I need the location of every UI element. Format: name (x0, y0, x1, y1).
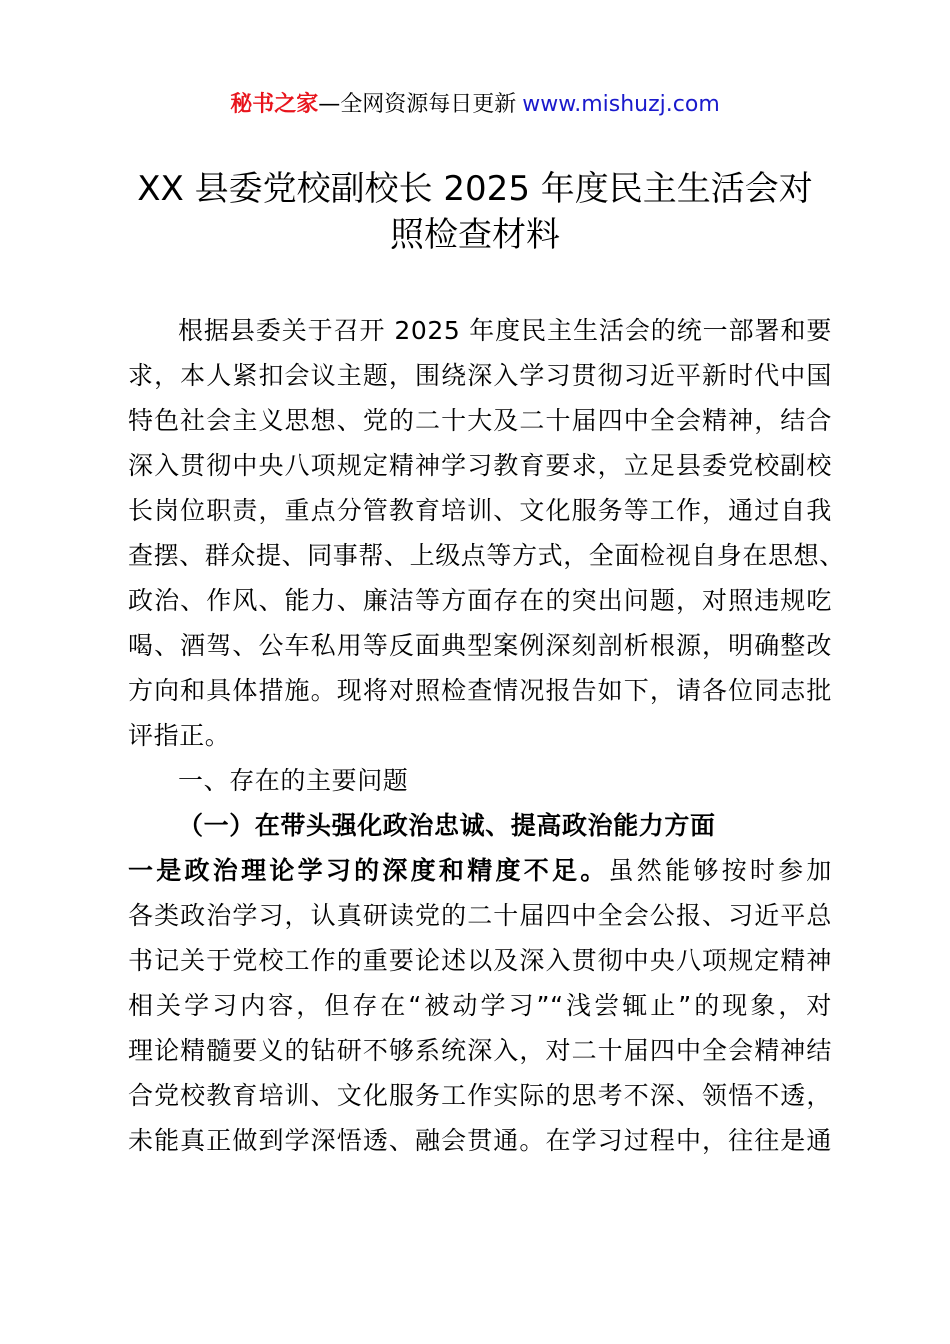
point-first-line (128, 848, 832, 893)
title-line-1: XX 县委党校副校长 2025 年度民主生活会对 (137, 169, 813, 209)
intro-line: 求，本人紧扣会议主题，围绕深入学习贯彻习近平新时代中国 (128, 361, 832, 390)
banner-brand: 秘书之家 (230, 92, 319, 117)
title-line-2: 照检查材料 (390, 215, 560, 255)
point-line: 相关学习内容，但存在“被动学习”“浅尝辄止”的现象，对 (128, 991, 832, 1020)
point-lead-rest: 虽然能够按时参加 (608, 856, 832, 885)
banner-url-link[interactable]: www.mishuzj.com (522, 92, 720, 117)
intro-line: 查摆、群众提、同事帮、上级点等方式，全面检视自身在思想、 (128, 541, 845, 570)
point-line: 理论精髓要义的钻研不够系统深入，对二十届四中全会精神结 (128, 1036, 832, 1065)
intro-line: 深入贯彻中央八项规定精神学习教育要求，立足县委党校副校 (128, 451, 832, 480)
point-line: 合党校教育培训、文化服务工作实际的思考不深、领悟不透， (128, 1081, 832, 1110)
intro-line: 特色社会主义思想、党的二十大及二十届四中全会精神，结合 (128, 406, 832, 435)
subsection-heading: （一）在带头强化政治忠诚、提高政治能力方面 (178, 811, 716, 840)
point-bold-lead: 一是政治理论学习的深度和精度不足。 (128, 856, 609, 885)
intro-line: 喝、酒驾、公车私用等反面典型案例深刻剖析根源，明确整改 (128, 631, 832, 660)
section-heading: 一、存在的主要问题 (178, 766, 409, 795)
site-banner (0, 88, 950, 122)
point-line: 各类政治学习，认真研读党的二十届四中全会公报、习近平总 (128, 901, 832, 930)
document-body (128, 308, 845, 1163)
intro-line: 方向和具体措施。现将对照检查情况报告如下，请各位同志批 (128, 676, 832, 705)
intro-line: 长岗位职责，重点分管教育培训、文化服务等工作，通过自我 (128, 496, 832, 525)
banner-tagline: —全网资源每日更新 (318, 92, 517, 117)
intro-line: 政治、作风、能力、廉洁等方面存在的突出问题，对照违规吃 (128, 586, 832, 615)
intro-line: 根据县委关于召开 2025 年度民主生活会的统一部署和要 (178, 316, 832, 345)
point-line: 未能真正做到学深悟透、融会贯通。在学习过程中，往往是通 (128, 1126, 832, 1155)
intro-line: 评指正。 (128, 721, 231, 750)
point-line: 书记关于党校工作的重要论述以及深入贯彻中央八项规定精神 (128, 946, 832, 975)
document-title (100, 166, 850, 258)
